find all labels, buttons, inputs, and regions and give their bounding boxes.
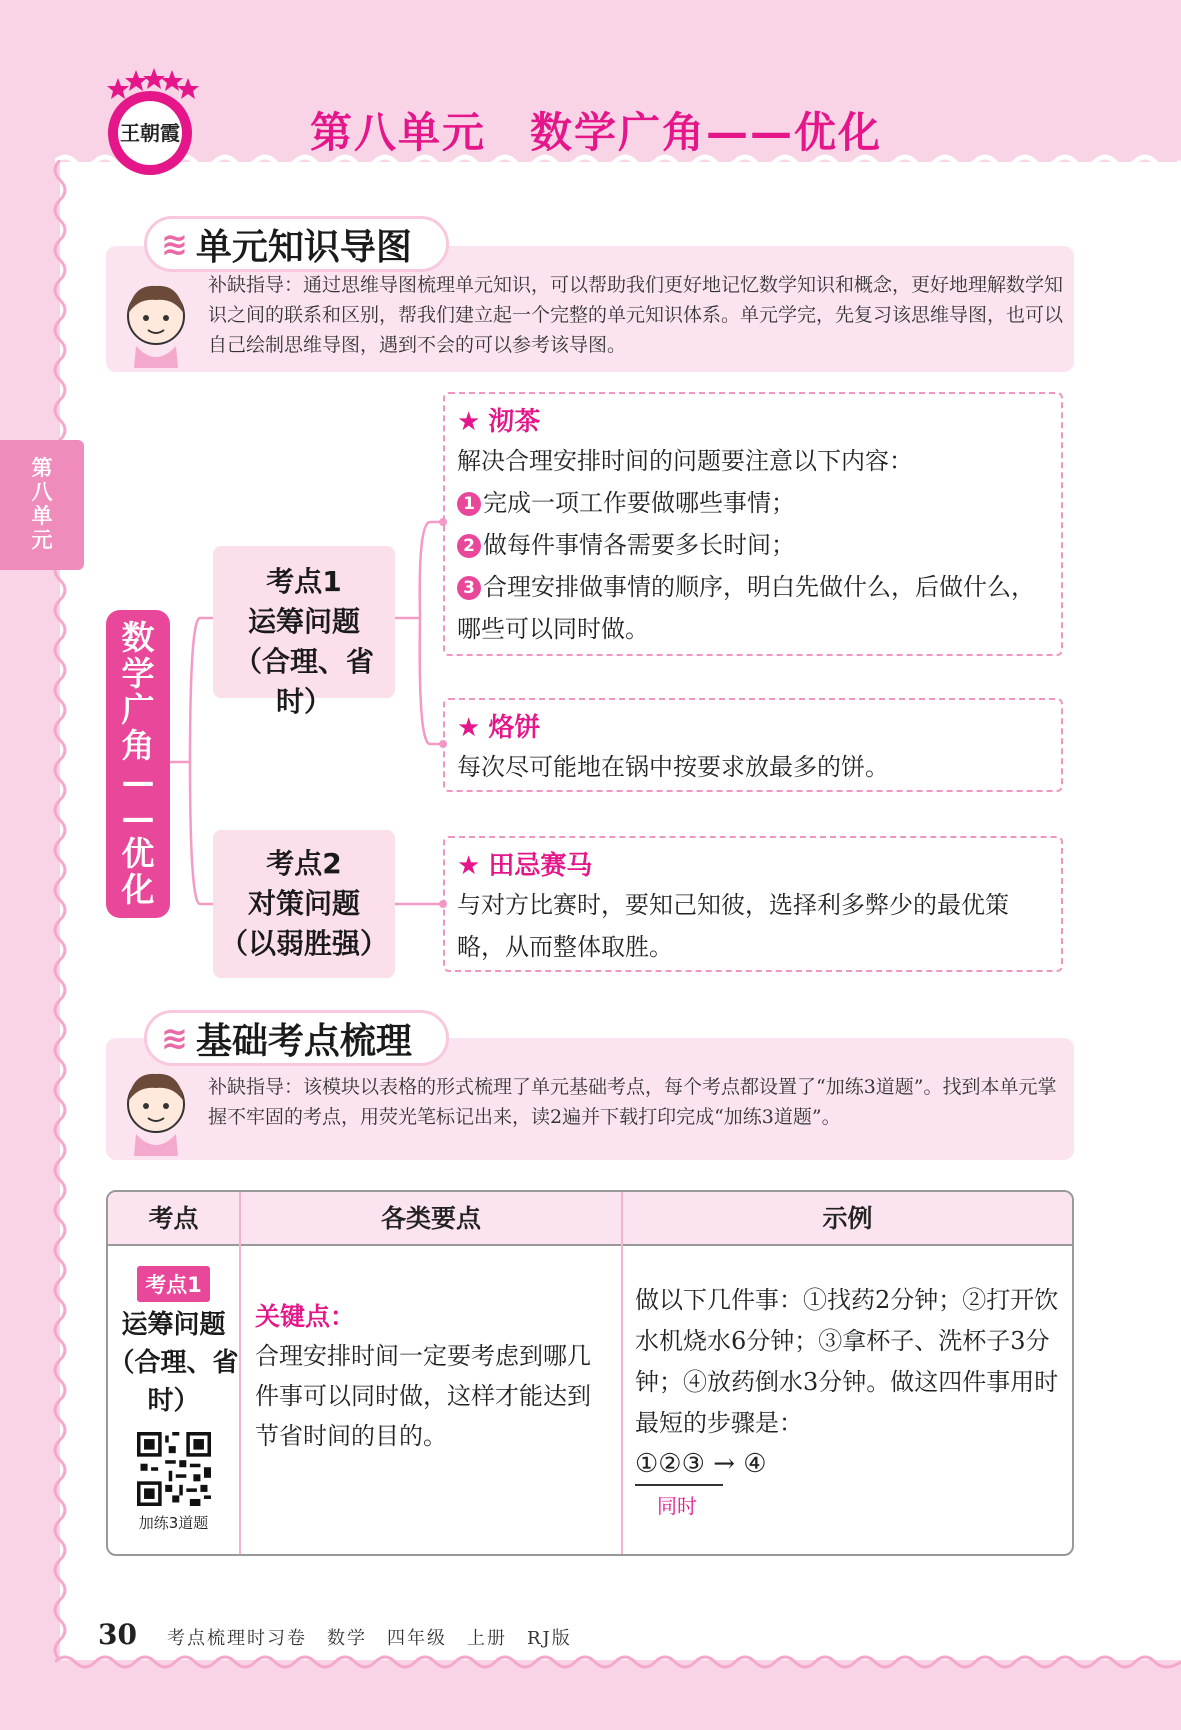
table-header-cell: 各类要点 [380, 1204, 481, 1233]
kp-name-line: 运筹问题 [121, 1310, 226, 1340]
kp2-sub: （以弱胜强） [219, 927, 388, 960]
example-seq-text: ①②③ → ④ [635, 1449, 767, 1479]
sequence-note: 同时 [657, 1494, 697, 1518]
kp2-title: 对策问题 [247, 887, 360, 920]
side-tab-unit [0, 440, 84, 570]
detail-head-cake [457, 710, 1049, 746]
guide-text-1: 补缺指导：通过思维导图梳理单元知识，可以帮助我们更好地记忆数学知识和概念，更好地理解数学知识之间的联系和区别，帮我们建立起一个完整的单元知识体系。单元学完，先复习该思维导图，也可以自己绘制思维导图，遇到不会的可以参考该导图。 [208, 274, 1064, 356]
kp1-title: 运筹问题 [247, 605, 360, 638]
wave-lines-icon: ≋ [161, 225, 188, 263]
root-char: 数 [121, 618, 155, 657]
root-char: 优 [121, 834, 155, 873]
table-cell-example [623, 1248, 1072, 1554]
tea-item [457, 566, 1049, 650]
example-body: 做以下几件事：①找药2分钟；②打开饮水机烧水6分钟；③拿杯子、洗杯子3分钟；④放药倒水3分钟。做这四件事用时最短的步骤是： [635, 1286, 1059, 1437]
tea-item-text: 合理安排做事情的顺序，明白先做什么，后做什么，哪些可以同时做。 [457, 573, 1035, 643]
detail-head-tea [457, 404, 1049, 440]
root-char: 广 [121, 690, 155, 729]
root-char: — [121, 798, 155, 837]
side-tab-char: 单 [31, 504, 53, 528]
table-header-cell: 考点 [148, 1204, 199, 1233]
knowledge-table [106, 1190, 1074, 1556]
detail-body-tea [457, 440, 1049, 650]
table-header-row [108, 1192, 1072, 1246]
number-badge-icon: 2 [457, 534, 481, 558]
root-char: 化 [121, 870, 155, 909]
kp1-label: 考点1 [266, 565, 342, 598]
detail-box-horse [443, 836, 1063, 972]
detail-head-text: 烙饼 [488, 713, 541, 743]
star-icon: ★ [457, 713, 481, 743]
page-title: 第八单元 数学广角——优化 [310, 108, 883, 157]
side-tab-char: 第 [31, 456, 53, 480]
kp1-sub: （合理、省时） [233, 645, 374, 718]
tea-intro: 解决合理安排时间的问题要注意以下内容： [457, 447, 913, 475]
qr-label: 加练3道题 [138, 1514, 209, 1532]
star-icon: ★ [457, 407, 481, 437]
girl-avatar-icon [118, 1064, 194, 1156]
table-header-cell: 示例 [822, 1204, 873, 1233]
tea-item [457, 524, 1049, 566]
star-icon: ★ [457, 851, 481, 881]
logo-text: 王朝霞 [120, 121, 180, 145]
kp2-label: 考点2 [266, 847, 342, 880]
mindmap-node-kp2 [213, 830, 395, 978]
detail-head-text: 沏茶 [488, 407, 541, 437]
detail-body-cake: 每次尽可能地在锅中按要求放最多的饼。 [457, 753, 889, 781]
brand-logo [95, 68, 205, 178]
table-cell-key [241, 1248, 621, 1554]
root-char: 学 [121, 654, 155, 693]
tea-item-text: 做每件事情各需要多长时间； [483, 531, 795, 559]
kp-badge: 考点1 [137, 1266, 210, 1302]
mindmap-node-kp1 [213, 546, 395, 718]
qr-code-icon[interactable] [137, 1432, 211, 1506]
tea-item [457, 482, 1049, 524]
number-badge-icon: 3 [457, 576, 481, 600]
detail-head-horse [457, 848, 1049, 884]
detail-head-text: 田忌赛马 [488, 851, 593, 881]
detail-box-cake [443, 698, 1063, 792]
root-char: — [121, 762, 155, 801]
wave-lines-icon: ≋ [161, 1019, 188, 1057]
page-number: 30 [98, 1618, 137, 1651]
detail-body-horse: 与对方比赛时，要知己知彼，选择利多弊少的最优策略，从而整体取胜。 [457, 891, 1009, 961]
example-sequence [635, 1444, 1062, 1518]
key-head: 关键点： [255, 1302, 356, 1331]
section-header-2 [144, 1010, 449, 1066]
tea-item-text: 完成一项工作要做哪些事情； [483, 489, 795, 517]
wavy-border-left [48, 160, 72, 1660]
section-title-1: 单元知识导图 [195, 226, 412, 268]
guide-text-2: 补缺指导：该模块以表格的形式梳理了单元基础考点，每个考点都设置了“加练3道题”。找到本单元掌握不牢固的考点，用荧光笔标记出来，读2遍并下载打印完成“加练3道题”。 [208, 1076, 1057, 1128]
page-footer [98, 1618, 572, 1651]
table-cell-kp [108, 1248, 239, 1554]
side-tab-char: 八 [31, 480, 53, 504]
girl-avatar-icon [118, 276, 194, 368]
section-header-1 [144, 216, 449, 272]
section-title-2: 基础考点梳理 [195, 1020, 412, 1062]
mindmap-root-node [106, 610, 170, 918]
footer-text: 考点梳理时习卷 数学 四年级 上册 RJ版 [166, 1628, 572, 1649]
kp-name [108, 1306, 239, 1420]
root-char: 角 [121, 726, 155, 765]
detail-box-tea [443, 392, 1063, 656]
key-body: 合理安排时间一定要考虑到哪几件事可以同时做，这样才能达到节省时间的目的。 [255, 1342, 591, 1450]
kp-name-line: 时） [147, 1386, 200, 1416]
wavy-border-bottom [55, 1650, 1181, 1674]
side-tab-char: 元 [31, 528, 53, 552]
number-badge-icon: 1 [457, 492, 481, 516]
kp-name-line: （合理、省 [108, 1348, 239, 1378]
